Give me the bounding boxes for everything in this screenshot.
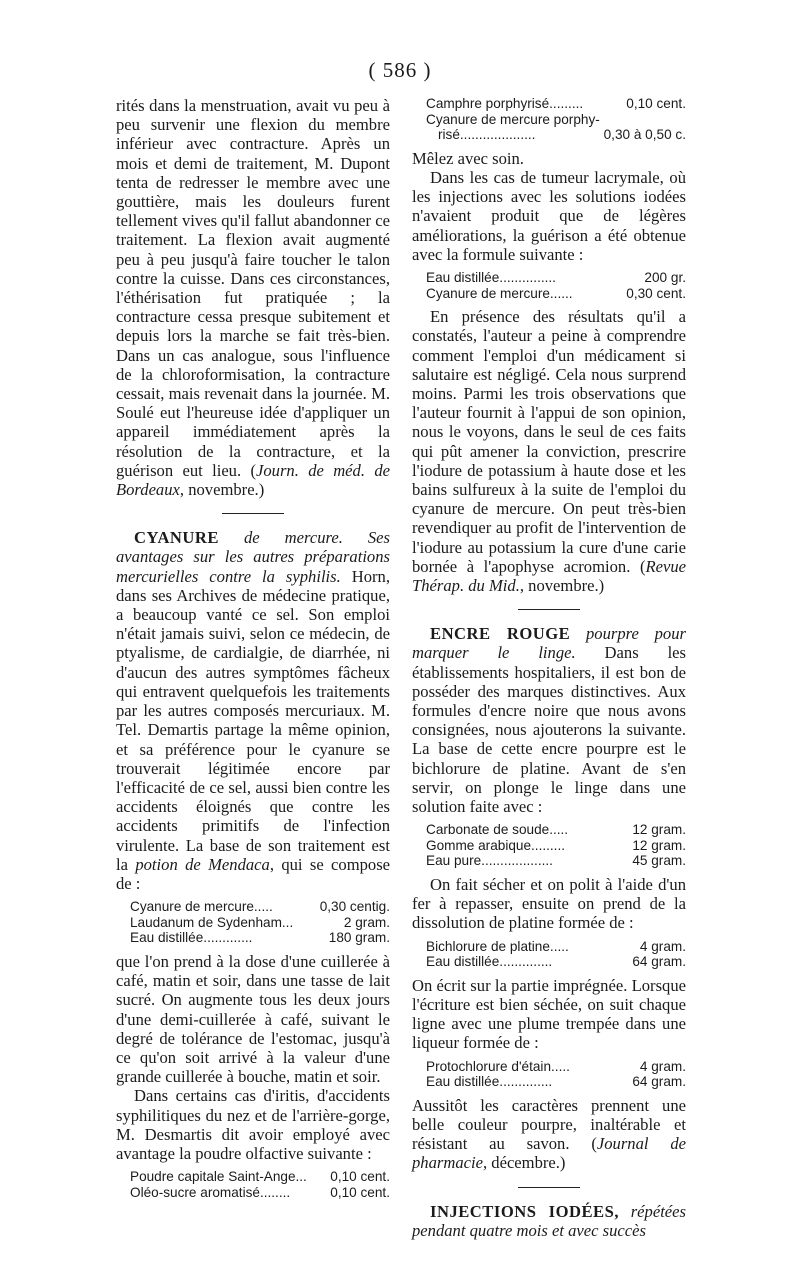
article-title: INJECTIONS IODÉES, [430,1201,619,1221]
article-title: CYANURE [134,528,219,548]
instruction-melez: Mêlez avec soin. [412,148,524,168]
paragraph-tumeur: Dans les cas de tumeur lacrymale, où les injections avec les solutions iodées n'avaient produit que de légères améliorations, la guérison a été obtenue avec la formule suivante : [412,167,686,264]
paragraph-resultats: En présence des résultats qu'il a constatés, l'auteur a peine à comprendre comment l'emploi d'un médicament si salutaire est négligé. Cela nous surprend moins. Parmi les trois observations que l'auteur fournit à l'appui de son opinion, nous le voyons, dans le seul de ces faits qui pût amener la conviction, prescrire l'iodure de potassium à haute dose et les bains sulfureux à la suite de l'emploi du cyanure de mercure. On peut très-bien revendiquer au profit de l'intervention de l'iodure au potassium la cure d'une carie bornée à l'apophyse acromion. (Revue Thérap. du Mid., novembre.) [412,307,686,596]
cyanure-article: CYANURE de mercure. Ses avantages sur les autres préparations mercurielles contre la syphilis. Horn, dans ses Archives de médecine pratique, a beaucoup vanté ce sel. Son emploi n'était jamais suivi, selon ce médecin, de ptyalisme, de cardialgie, de diarrhée, ni d'aucun des autres symptômes fâcheux qui entravent quelquefois les traitements par les autres composés mercuriaux. M. Tel. Demartis partage la même opinion, et sa préférence pour le cyanure se trouverait légitimée encore par l'efficacité de ce sel, aussi bien contre les accidents éloignés que contre les accidents primitifs de l'infection virulente. La base de son traitement est la potion de Mendaca, qui se compose de : [116,528,391,893]
formula-row: Cyanure de mercure..... 0,30 centig. [130,899,390,915]
formula-row: Carbonate de soude..... 12 gram. [426,822,686,838]
formula-solution [426,822,686,869]
article-subtitle: pourpre pour marquer le linge. [412,624,686,663]
formula-row: Laudanum de Sydenham... 2 gram. [130,914,390,930]
formula-etain [426,1059,686,1090]
formula-row: Bichlorure de platine..... 4 gram. [426,938,686,954]
encre-article: ENCRE ROUGE pourpre pour marquer le linge. Dans les établissements hospitaliers, il est bon de posséder des marques distinctives. Aux formules d'encre noire que nous avons consignées, nous ajouterons la suivante. La base de cette encre pourpre est le bichlorure de platine. Avant de s'en servir, on plonge le linge dans une solution faite avec : [412,624,686,817]
formula-row: Eau pure................... 45 gram. [426,853,686,869]
section-divider [518,1187,580,1188]
formula-row: risé.................... 0,30 à 0,50 c. [438,127,686,143]
source-citation: Revue Thérap. du Mid. [412,556,686,596]
article-subtitle: de mercure. Ses avantages sur les autres préparations mercurielles contre la syphilis. [116,528,390,586]
formula-row: Poudre capitale Saint-Ange... 0,10 cent. [130,1169,390,1185]
paragraph-menstruation: rités dans la menstruation, avait vu peu à peu survenir une flexion du membre inférieur avec contracture. Après un mois et demi de traitement, M. Dupont tenta de redresser le membre avec une gouttière, mais les douleurs furent tellement vives qu'il fallut abandonner ce traitement. La flexion avait augmenté peu à peu jusqu'à faire toucher le talon contre la cuisse. Dans ces circonstances, l'éthérisation fut pratiquée ; la contracture cessa presque subitement et depuis lors la marche se fait très-bien. Dans un cas analogue, sous l'influence de la chloroformisation, la contracture cessait, mais revenait dans la journée. M. Soulé eut l'heureuse idée d'appliquer un appareil immédiatement après la résolution de la contracture, et la guérison eut lieu. (Journ. de méd. de Bordeaux, novembre.) [116,96,390,500]
potion-name: potion de Mendaca [135,854,270,874]
left-column [116,96,390,1206]
article-subtitle: répétées pendant quatre mois et avec succès [412,1201,686,1240]
formula-row: Eau distillée.............. 64 gram. [426,954,686,970]
formula-row: Eau distillée.............. 64 gram. [426,1074,686,1090]
article-title: ENCRE ROUGE [430,624,571,644]
formula-row: Eau distillée............. 180 gram. [130,930,390,946]
formula-poudre-olfactive-continued [426,96,686,143]
paragraph-iritis: Dans certains cas d'iritis, d'accidents syphilitiques du nez et de l'arrière-gorge, M. Desmartis dit avoir employé avec avantage la poudre olfactive suivante : [116,1086,390,1163]
source-citation: Journ. de méd. de Bordeaux [116,460,390,500]
formula-row: Gomme arabique......... 12 gram. [426,837,686,853]
page-number: ( 586 ) [368,58,432,82]
section-divider [222,513,284,514]
paragraph-dosage: que l'on prend à la dose d'une cuillerée à café, matin et soir, dans une tasse de lait sucré. On augmente tous les deux jours d'une demi-cuillerée à café, suivant le degré de tolérance de l'estomac, jusqu'à ce qu'on soit arrivé à la valeur d'une grande cuillerée à bouche, matin et soir. [116,951,390,1087]
formula-row: Protochlorure d'étain..... 4 gram. [426,1058,686,1074]
right-column [412,96,686,1240]
formula-mendaca [130,899,390,946]
paragraph-aussitot: Aussitôt les caractères prennent une belle couleur pourpre, inaltérable et résistant au savon. (Journal de pharmacie, décembre.) [412,1095,686,1173]
formula-poudre-olfactive [130,1169,390,1200]
formula-row: Eau distillée............... 200 gr. [426,270,686,285]
injections-article [412,1202,686,1240]
formula-row: Cyanure de mercure porphy- [426,111,600,127]
formula-row: Cyanure de mercure...... 0,30 cent. [426,285,686,301]
formula-platine [426,939,686,970]
formula-row: Oléo-sucre aromatisé........ 0,10 cent. [130,1184,390,1200]
source-citation: Journal de pharmacie [412,1134,686,1173]
paragraph-secher: On fait sécher et on polit à l'aide d'un fer à repasser, ensuite on prend de la dissolution de platine formée de : [412,875,686,933]
section-divider [518,609,580,610]
formula-row: Camphre porphyrisé......... 0,10 cent. [426,96,686,111]
formula-tumeur [426,270,686,301]
paragraph-ecrit: On écrit sur la partie imprégnée. Lorsque l'écriture est bien séchée, on suit chaque ligne avec une plume trempée dans une liqueur formée de : [412,975,686,1053]
